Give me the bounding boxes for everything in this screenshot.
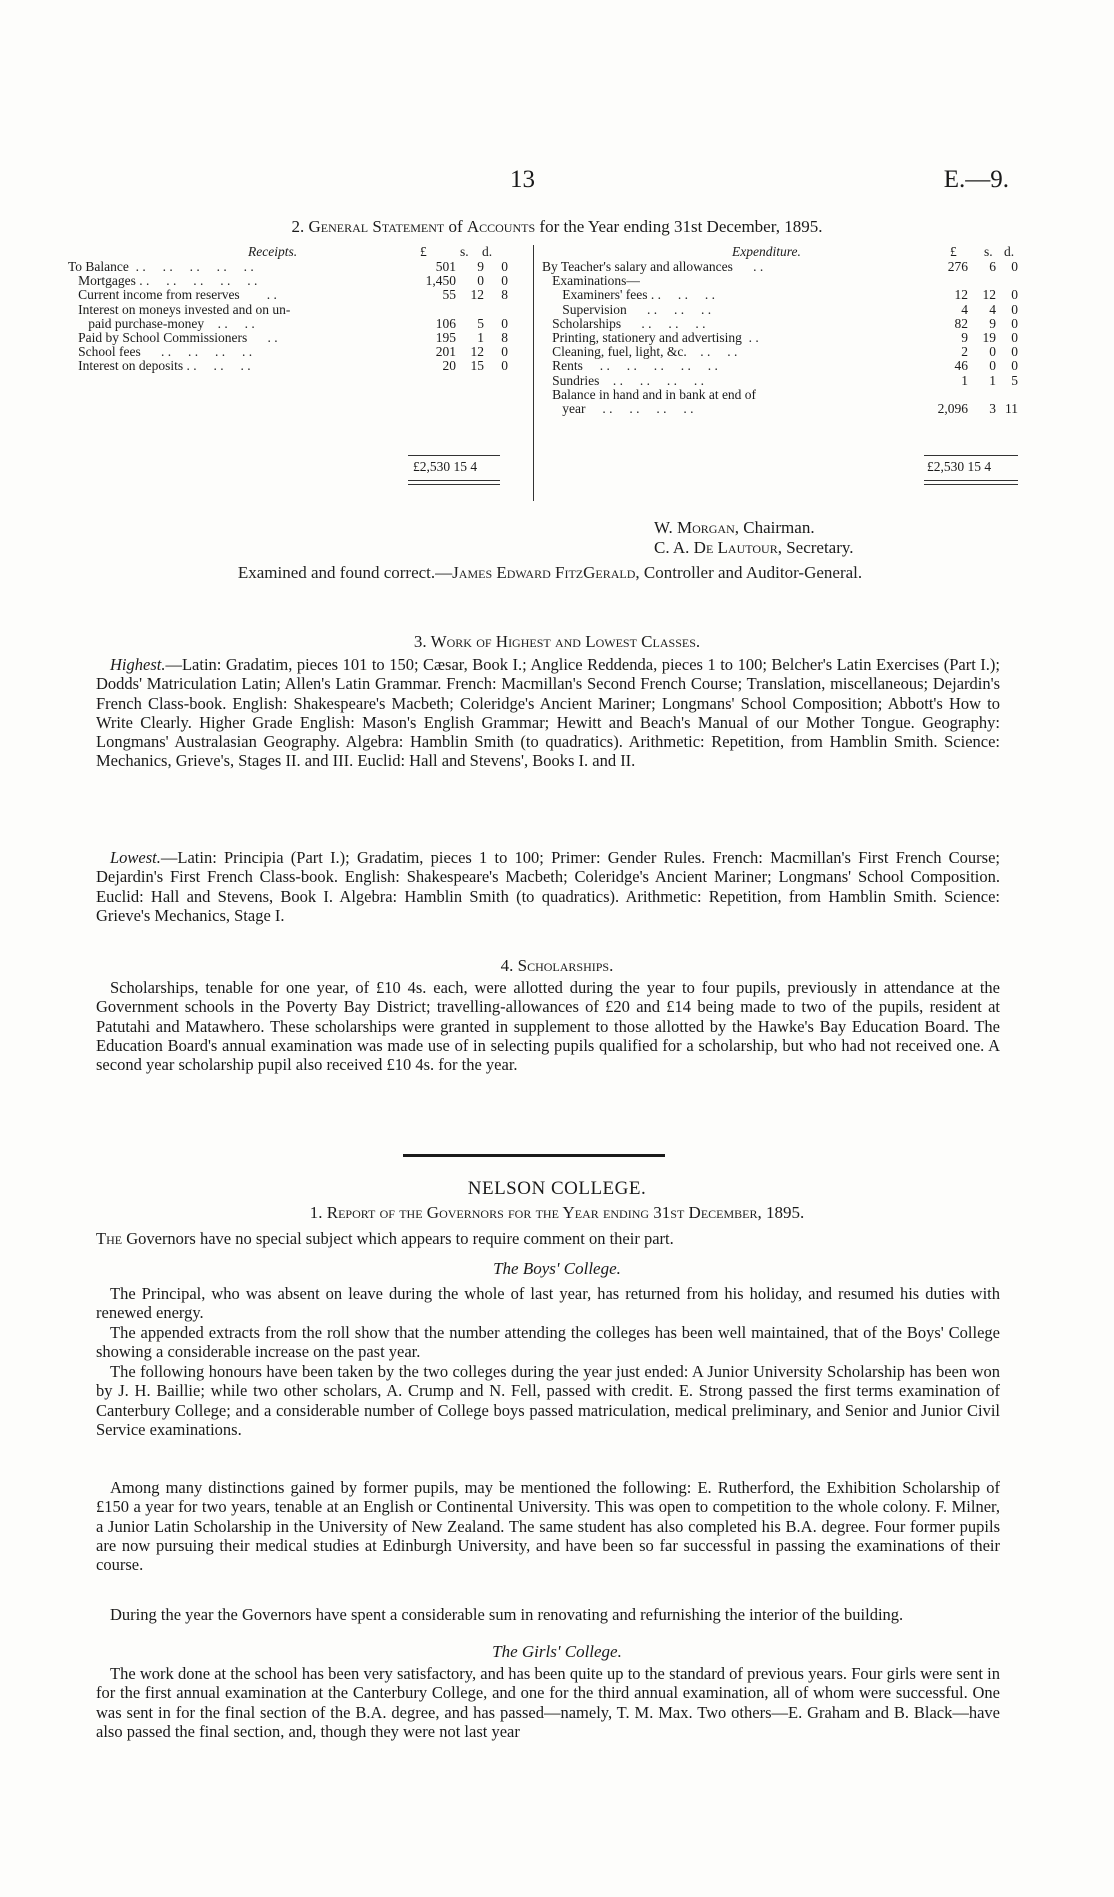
account-row-label: Examinations—: [542, 273, 640, 289]
amount-pence: 0: [501, 315, 508, 331]
amount-shillings: 0: [989, 358, 996, 374]
amount-pence: 11: [1005, 400, 1018, 416]
chairman-signature: [654, 518, 815, 538]
nelson-college-title: NELSON COLLEGE.: [467, 1178, 647, 1199]
page-number: 13: [510, 166, 535, 193]
expenditure-rows: [542, 260, 1018, 416]
account-row: [68, 260, 528, 274]
expenditure-label: Expenditure.: [732, 244, 801, 259]
amount-shillings: 12: [470, 344, 484, 360]
accounts-title-accounts: Accounts: [466, 217, 536, 236]
amount-pounds: 276: [947, 259, 968, 274]
boys-college-paragraph: The following honours have been taken by the two colleges during the year just ended: A Junior University Scholarship has been won by J. H. Baillie; while two other scholars, A. Crump and N. Fell, passed with credit. E. Strong passed the first terms examination of Canterbury College; and a considerable number of College boys passed matriculation, medical preliminary, and Senior and Junior Civil Service examinations.: [96, 1362, 1000, 1439]
account-row-label: To Balance . . . . . . . . . .: [68, 259, 254, 274]
account-row-label: School fees . . . . . . . .: [68, 344, 253, 360]
account-row: [542, 374, 1018, 388]
account-row-label: Sundries . . . . . . . .: [542, 372, 704, 388]
amount-pounds: 55: [442, 287, 456, 303]
amount-pence: 0: [501, 358, 508, 374]
amount-pence: 0: [1011, 315, 1018, 331]
expenditure-column: [542, 244, 1018, 474]
account-row: [542, 331, 1018, 345]
account-row: [542, 317, 1018, 331]
auditor-name: James Edward FitzGerald: [452, 563, 636, 582]
audit-pre: Examined and found correct.—: [237, 563, 453, 582]
amount-shillings: 12: [982, 287, 996, 303]
account-row-label: year . . . . . . . .: [542, 400, 694, 416]
account-row-label: Cleaning, fuel, light, &c. . . . .: [542, 344, 738, 360]
girls-college-heading: The Girls' College.: [492, 1642, 622, 1661]
total-rule: [408, 455, 500, 456]
secretary-name: C. A. De Lautour: [654, 538, 778, 557]
amount-shillings: 4: [989, 301, 996, 317]
amount-pounds: 106: [435, 315, 456, 331]
amount-pence: 0: [1011, 329, 1018, 345]
account-row: [542, 402, 1018, 416]
pence-header: d.: [482, 244, 493, 259]
lead-word: The: [96, 1229, 123, 1248]
amount-pounds: 195: [435, 329, 456, 345]
governors-lead-paragraph: [96, 1229, 1000, 1248]
total-rule: [924, 455, 1018, 456]
account-row: [68, 274, 528, 288]
section-rule: [403, 1154, 665, 1157]
account-row-label: Supervision . . . . . .: [542, 301, 712, 317]
account-row: [68, 288, 528, 302]
scholarships-heading: 4. Scholarships.: [500, 956, 614, 975]
amount-pounds: 9: [961, 329, 968, 345]
account-row: [542, 388, 1018, 402]
amount-pounds: 4: [961, 301, 968, 317]
secretary-signature: [654, 538, 854, 558]
amount-shillings: 0: [989, 344, 996, 360]
lowest-text: —Latin: Principia (Part I.); Gradatim, pieces 1 to 100; Primer: Gender Rules. French: Macmillan's First French Course; Dejardin's First French Class-book. English: Shakespeare's Macbeth; Coleridge's Ancient Mariner; Longmans' School Composition. Euclid: Hall and Stevens, Book I. Algebra: Hamblin Smith (to quadratics). Arithmetic: Repetition, from Hamblin Smith. Science: Grieve's Mechanics, Stage I.: [96, 848, 1000, 925]
total-double-rule: [924, 480, 1018, 485]
expenditure-header: [542, 245, 1018, 260]
amount-shillings: 12: [470, 287, 484, 303]
account-row: [542, 359, 1018, 373]
account-row: [542, 260, 1018, 274]
account-row-label: Scholarships . . . . . .: [542, 315, 706, 331]
amount-pounds: 20: [442, 358, 456, 374]
amount-pence: 0: [1011, 358, 1018, 374]
amount-shillings: 9: [477, 259, 484, 274]
lowest-class-paragraph: [96, 848, 1000, 925]
amount-pounds: 2,096: [937, 400, 968, 416]
account-row: [68, 359, 528, 373]
pounds-header: £: [420, 244, 427, 259]
chairman-name: W. Morgan: [654, 518, 735, 537]
receipts-header: [68, 245, 528, 260]
account-row: [68, 331, 528, 345]
amount-pence: 8: [501, 287, 508, 303]
amount-pounds: 82: [954, 315, 968, 331]
chairman-role: , Chairman.: [734, 518, 815, 537]
amount-pence: 0: [1011, 344, 1018, 360]
girls-college-paragraph: The work done at the school has been very satisfactory, and has been quite up to the standard of previous years. Four girls were sent in for the first annual examination at the Canterbury College, and one for the third annual examination, all of whom were successful. One was sent in for the final section of the B.A. degree, and has passed—namely, T. M. Max. Two others—E. Graham and B. Black—have also passed the final section, and, though they were not last year: [96, 1664, 1000, 1741]
pounds-header: £: [950, 244, 957, 259]
account-row-label: By Teacher's salary and allowances . .: [542, 259, 764, 274]
accounts-title-mid: of: [444, 217, 467, 236]
account-row: [542, 288, 1018, 302]
account-row: [542, 274, 1018, 288]
account-row-label: Interest on moneys invested and on un-: [68, 301, 291, 317]
amount-shillings: 0: [477, 273, 484, 289]
amount-pence: 0: [1011, 259, 1018, 274]
amount-shillings: 19: [982, 329, 996, 345]
amount-pence: 5: [1011, 372, 1018, 388]
amount-pence: 0: [1011, 287, 1018, 303]
account-row: [542, 345, 1018, 359]
boys-college-paragraph: The Principal, who was absent on leave during the whole of last year, has returned from his holiday, and resumed his duties with renewed energy.: [96, 1284, 1000, 1323]
receipts-column: [68, 244, 528, 474]
highest-text: —Latin: Gradatim, pieces 101 to 150; Cæsar, Book I.; Anglice Reddenda, pieces 1 to 100; Belcher's Latin Exercises (Part I.); Dodds' Matriculation Latin; Allen's Latin Grammar. French: Macmillan's Second French Course; Translation, miscellaneous; Dejardin's French Class-book. English: Shakespeare's Macbeth; Coleridge's Ancient Mariner; Longmans' School Composition; Abbott's How to Write Clearly. Higher Grade English: Mason's English Grammar; Hewitt and Beach's Manual of our Mother Tongue. Geography: Longmans' Australasian Geography. Algebra: Hamblin Smith (to quadratics). Arithmetic: Repetition, from Hamblin Smith. Science: Mechanics, Grieve's, Stages II. and III. Euclid: Hall and Stevens', Books I. and II.: [96, 655, 1000, 771]
amount-pounds: 501: [435, 259, 456, 274]
amount-shillings: 5: [477, 315, 484, 331]
account-row-label: Printing, stationery and advertising . .: [542, 329, 759, 345]
receipts-total: £2,530 15 4: [413, 459, 478, 474]
account-row-label: Paid by School Commissioners . .: [68, 329, 278, 345]
amount-pence: 0: [501, 259, 508, 274]
amount-pence: 0: [501, 273, 508, 289]
highest-label: Highest.: [110, 655, 166, 674]
account-row-label: Mortgages . . . . . . . . . .: [68, 273, 258, 289]
highest-class-paragraph: [96, 655, 1000, 771]
scholarships-paragraph: Scholarships, tenable for one year, of £10 4s. each, were allotted during the year to four pupils, previously in attendance at the Government schools in the Poverty Bay District; travelling-allowances of £20 and £14 being made to two of the pupils, resident at Patutahi and Matawhero. These scholarships were granted in supplement to those allotted by the Hawke's Bay Education Board. The Education Board's annual examination was made use of in selecting pupils qualified for a scholarship, but who had not received one. A second year scholarship pupil also received £10 4s. for the year.: [96, 978, 1000, 1075]
audit-post: , Controller and Auditor-General.: [635, 563, 863, 582]
pence-header: d.: [1004, 244, 1015, 259]
accounts-title: [100, 217, 1014, 237]
amount-pence: 8: [501, 329, 508, 345]
account-row-label: Examiners' fees . . . . . .: [542, 287, 716, 303]
boys-college-paragraph: The appended extracts from the roll show that the number attending the colleges has been well maintained, that of the Boys' College showing a considerable increase on the past year.: [96, 1323, 1000, 1362]
amount-shillings: 1: [477, 329, 484, 345]
audit-statement: [110, 563, 990, 583]
accounts-title-post: for the Year ending 31st December, 1895.: [535, 217, 823, 236]
receipts-rows: [68, 260, 528, 374]
amount-shillings: 9: [989, 315, 996, 331]
shillings-header: s.: [460, 244, 469, 259]
account-row-label: paid purchase-money . . . .: [68, 315, 255, 331]
amount-shillings: 6: [989, 259, 996, 274]
amount-shillings: 3: [989, 400, 996, 416]
boys-college-paragraph: During the year the Governors have spent a considerable sum in renovating and refurnishing the interior of the building.: [110, 1605, 904, 1624]
account-row-label: Balance in hand and in bank at end of: [542, 386, 757, 402]
secretary-role: , Secretary.: [777, 538, 854, 557]
account-row: [542, 303, 1018, 317]
account-row: [68, 317, 528, 331]
governors-report-heading: 1. Report of the Governors for the Year ending 31st December, 1895.: [309, 1203, 805, 1222]
boys-college-heading: The Boys' College.: [493, 1259, 621, 1278]
account-row-label: Current income from reserves . .: [68, 287, 277, 303]
amount-shillings: 1: [989, 372, 996, 388]
amount-pounds: 12: [954, 287, 968, 303]
boys-college-paragraph: Among many distinctions gained by former pupils, may be mentioned the following: E. Rutherford, the Exhibition Scholarship of £150 a year for two years, tenable at an English or Continental University. This was open to competition to the whole colony. F. Milner, a Junior Latin Scholarship in the University of New Zealand. The same student has also completed his B.A. degree. Four former pupils are now pursuing their medical studies at Edinburgh University, and have been so far successful in passing the examinations of their course.: [96, 1478, 1000, 1575]
amount-shillings: 15: [470, 358, 484, 374]
shillings-header: s.: [984, 244, 993, 259]
amount-pounds: 1: [961, 372, 968, 388]
account-row-label: Rents . . . . . . . . . .: [542, 358, 718, 374]
amount-pence: 0: [501, 344, 508, 360]
amount-pounds: 201: [435, 344, 456, 360]
total-double-rule: [408, 480, 500, 485]
receipts-label: Receipts.: [248, 244, 298, 259]
lead-text: Governors have no special subject which appears to require comment on their part.: [122, 1229, 674, 1248]
work-heading: 3. Work of Highest and Lowest Classes.: [413, 632, 701, 651]
account-row: [68, 303, 528, 317]
accounts-title-pre: 2.: [291, 217, 309, 236]
account-row: [68, 345, 528, 359]
amount-pence: 0: [1011, 301, 1018, 317]
accounts-title-general: General Statement: [308, 217, 445, 236]
account-row-label: Interest on deposits . . . . . .: [68, 358, 251, 374]
document-code: E.—9.: [943, 166, 1009, 193]
table-divider: [533, 245, 534, 501]
expenditure-total: £2,530 15 4: [927, 459, 992, 474]
amount-pounds: 1,450: [425, 273, 456, 289]
amount-pounds: 2: [961, 344, 968, 360]
lowest-label: Lowest.: [110, 848, 161, 867]
amount-pounds: 46: [954, 358, 968, 374]
